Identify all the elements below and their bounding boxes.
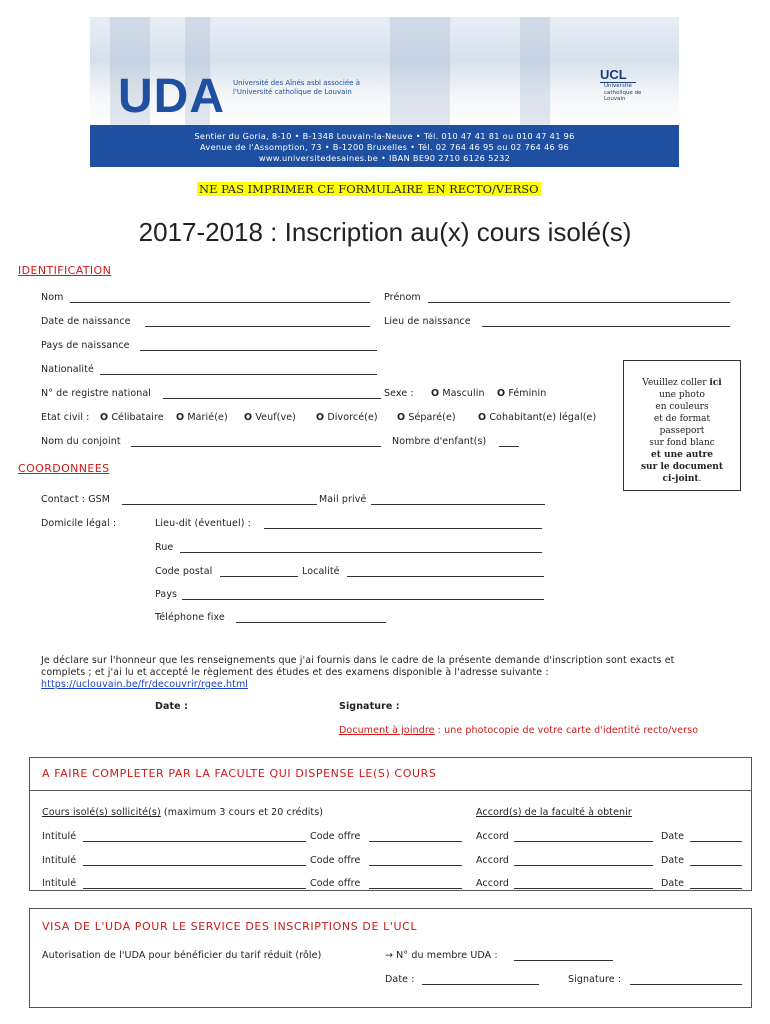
uda-tagline: Université des Aînés asbl associée à l'Université catholique de Louvain — [233, 79, 361, 96]
etat-option-veuf[interactable] — [244, 412, 296, 423]
option-label: Veuf(ve) — [255, 412, 296, 423]
uda-logo: UDA — [118, 70, 225, 123]
telephone-field[interactable] — [236, 622, 386, 623]
prenom-field[interactable] — [428, 302, 730, 303]
localite-label: Localité — [302, 566, 340, 577]
radio-icon: O — [431, 388, 440, 399]
photo-text: sur le document — [640, 462, 724, 472]
photo-text: et une autre — [651, 450, 713, 460]
visa-panel — [29, 908, 752, 1008]
rgee-link[interactable]: https://uclouvain.be/fr/decouvrir/rgee.html — [41, 679, 249, 690]
sexe-label: Sexe : — [384, 388, 414, 399]
intitule-label: Intitulé — [42, 855, 77, 866]
faculte-panel-title: A FAIRE COMPLETER PAR LA FACULTE QUI DISPENSE LE(S) COURS — [42, 767, 437, 780]
date-label: Date — [661, 855, 685, 866]
option-label: Marié(e) — [187, 412, 228, 423]
nom-field[interactable] — [70, 302, 370, 303]
photo-text: en couleurs — [655, 402, 709, 412]
etat-option-marie[interactable] — [176, 412, 228, 423]
header-banner — [90, 17, 679, 167]
declaration-date-label: Date : — [155, 701, 188, 712]
radio-icon: O — [100, 412, 109, 423]
radio-icon: O — [176, 412, 185, 423]
code-offre-label: Code offre — [310, 831, 361, 842]
accord-header: Accord(s) de la faculté à obtenir — [476, 807, 632, 818]
radio-icon: O — [316, 412, 325, 423]
gsm-label: Contact : GSM — [41, 494, 111, 505]
lieu-dit-label: Lieu-dit (éventuel) : — [155, 518, 251, 529]
pays-naissance-field[interactable] — [140, 350, 377, 351]
etat-option-cohabitant[interactable] — [478, 412, 596, 423]
domicile-label: Domicile légal : — [41, 518, 117, 529]
visa-date-label: Date : — [385, 974, 415, 985]
etat-civil-label: Etat civil : — [41, 412, 90, 423]
nationalite-field[interactable] — [100, 374, 377, 375]
code-offre-label: Code offre — [310, 855, 361, 866]
document-text: : une photocopie de votre carte d'identité recto/verso — [434, 725, 699, 736]
rue-label: Rue — [155, 542, 174, 553]
cours-label: Cours isolé(s) sollicité(s) — [42, 807, 161, 818]
pays-label: Pays — [155, 589, 178, 600]
nationalite-label: Nationalité — [41, 364, 94, 375]
visa-signature-field[interactable] — [630, 984, 742, 985]
date-field[interactable] — [690, 841, 742, 842]
membre-field[interactable] — [514, 960, 613, 961]
accord-field[interactable] — [514, 865, 653, 866]
option-label: Divorcé(e) — [327, 412, 378, 423]
photo-text: ci-joint — [662, 474, 699, 484]
radio-icon: O — [497, 388, 506, 399]
intitule-field[interactable] — [83, 888, 306, 889]
code-offre-field[interactable] — [369, 865, 462, 866]
visa-panel-title: VISA DE L'UDA POUR LE SERVICE DES INSCRIPTIONS DE L'UCL — [42, 920, 418, 933]
lieu-naissance-field[interactable] — [482, 326, 730, 327]
rue-field[interactable] — [180, 552, 542, 553]
etat-option-separe[interactable] — [397, 412, 456, 423]
code-offre-field[interactable] — [369, 841, 462, 842]
date-label: Date — [661, 878, 685, 889]
lieu-naissance-label: Lieu de naissance — [384, 316, 471, 327]
declaration-text-1: Je déclare sur l'honneur que les renseignements que j'ai fournis dans le cadre de la présente demande d'inscription sont exacts et — [41, 655, 675, 666]
intitule-field[interactable] — [83, 841, 306, 842]
conjoint-field[interactable] — [131, 446, 381, 447]
page-title: 2017-2018 : Inscription au(x) cours isolé(s) — [138, 217, 632, 247]
document-note — [339, 725, 698, 736]
membre-label: → N° du membre UDA : — [385, 950, 498, 961]
intitule-label: Intitulé — [42, 878, 77, 889]
document-label: Document à joindre — [339, 725, 435, 736]
accord-label: Accord — [476, 831, 509, 842]
telephone-label: Téléphone fixe — [155, 612, 225, 623]
pays-naissance-label: Pays de naissance — [41, 340, 130, 351]
date-field[interactable] — [690, 888, 742, 889]
ucl-subtitle: Université catholique de Louvain — [604, 83, 642, 102]
registre-label: N° de registre national — [41, 388, 152, 399]
address-line-3: www.universitedesaines.be • IBAN BE90 2710 6126 5232 — [258, 153, 511, 163]
photo-text: Veuillez coller — [642, 378, 710, 388]
photo-text: . — [698, 474, 702, 484]
photo-text: ici — [709, 378, 722, 388]
prenom-label: Prénom — [384, 292, 421, 303]
intitule-label: Intitulé — [42, 831, 77, 842]
section-coordonnees-heading: COORDONNEES — [18, 462, 110, 475]
registre-field[interactable] — [163, 398, 381, 399]
print-warning: NE PAS IMPRIMER CE FORMULAIRE EN RECTO/VERSO — [199, 182, 539, 196]
date-naissance-label: Date de naissance — [41, 316, 131, 327]
localite-field[interactable] — [347, 576, 544, 577]
radio-icon: O — [397, 412, 406, 423]
accord-field[interactable] — [514, 841, 653, 842]
photo-text: passeport — [659, 426, 705, 436]
date-label: Date — [661, 831, 685, 842]
sexe-feminin-option[interactable] — [497, 388, 546, 399]
nom-label: Nom — [41, 292, 64, 303]
section-identification-heading: IDENTIFICATION — [18, 264, 112, 277]
accord-label: Accord — [476, 878, 509, 889]
mail-field[interactable] — [371, 504, 545, 505]
masculin-label: Masculin — [442, 388, 485, 399]
cours-note: (maximum 3 cours et 20 crédits) — [160, 807, 324, 818]
photo-text: une photo — [659, 390, 705, 400]
pays-field[interactable] — [182, 599, 544, 600]
option-label: Cohabitant(e) légal(e) — [489, 412, 597, 423]
lieu-dit-field[interactable] — [264, 528, 542, 529]
address-line-1: Sentier du Goria, 8-10 • B-1348 Louvain-la-Neuve • Tél. 010 47 41 81 ou 010 47 41 96 — [194, 131, 575, 141]
code-postal-field[interactable] — [220, 576, 298, 577]
autorisation-label: Autorisation de l'UDA pour bénéficier du tarif réduit (rôle) — [42, 950, 322, 961]
accord-field[interactable] — [514, 888, 653, 889]
radio-icon: O — [478, 412, 487, 423]
conjoint-label: Nom du conjoint — [41, 436, 121, 447]
intitule-field[interactable] — [83, 865, 306, 866]
code-postal-label: Code postal — [155, 566, 213, 577]
photo-text: et de format — [653, 414, 711, 424]
enfants-field[interactable] — [499, 446, 519, 447]
accord-label: Accord — [476, 855, 509, 866]
cours-header — [42, 807, 323, 818]
code-offre-field[interactable] — [369, 888, 462, 889]
sexe-masculin-option[interactable] — [431, 388, 485, 399]
radio-icon: O — [244, 412, 253, 423]
declaration-signature-label: Signature : — [339, 701, 400, 712]
option-label: Séparé(e) — [408, 412, 456, 423]
ucl-logo: UCL — [600, 67, 627, 82]
enfants-label: Nombre d'enfant(s) — [392, 436, 487, 447]
feminin-label: Féminin — [508, 388, 547, 399]
date-naissance-field[interactable] — [145, 326, 370, 327]
date-field[interactable] — [690, 865, 742, 866]
mail-label: Mail privé — [319, 494, 367, 505]
gsm-field[interactable] — [122, 504, 317, 505]
address-bar — [90, 125, 679, 167]
code-offre-label: Code offre — [310, 878, 361, 889]
option-label: Célibataire — [111, 412, 164, 423]
photo-text: sur fond blanc — [649, 438, 715, 448]
etat-option-celibataire[interactable] — [100, 412, 164, 423]
etat-option-divorce[interactable] — [316, 412, 378, 423]
declaration-text-2: complets ; et j'ai lu et accepté le règlement des études et des examens disponible à l'adresse suivante : — [41, 667, 549, 678]
address-line-2: Avenue de l'Assomption, 73 • B-1200 Bruxelles • Tél. 02 764 46 95 ou 02 764 46 96 — [200, 142, 569, 152]
visa-signature-label: Signature : — [568, 974, 622, 985]
faculte-panel — [29, 757, 752, 891]
photo-box — [623, 360, 741, 491]
visa-date-field[interactable] — [422, 984, 539, 985]
